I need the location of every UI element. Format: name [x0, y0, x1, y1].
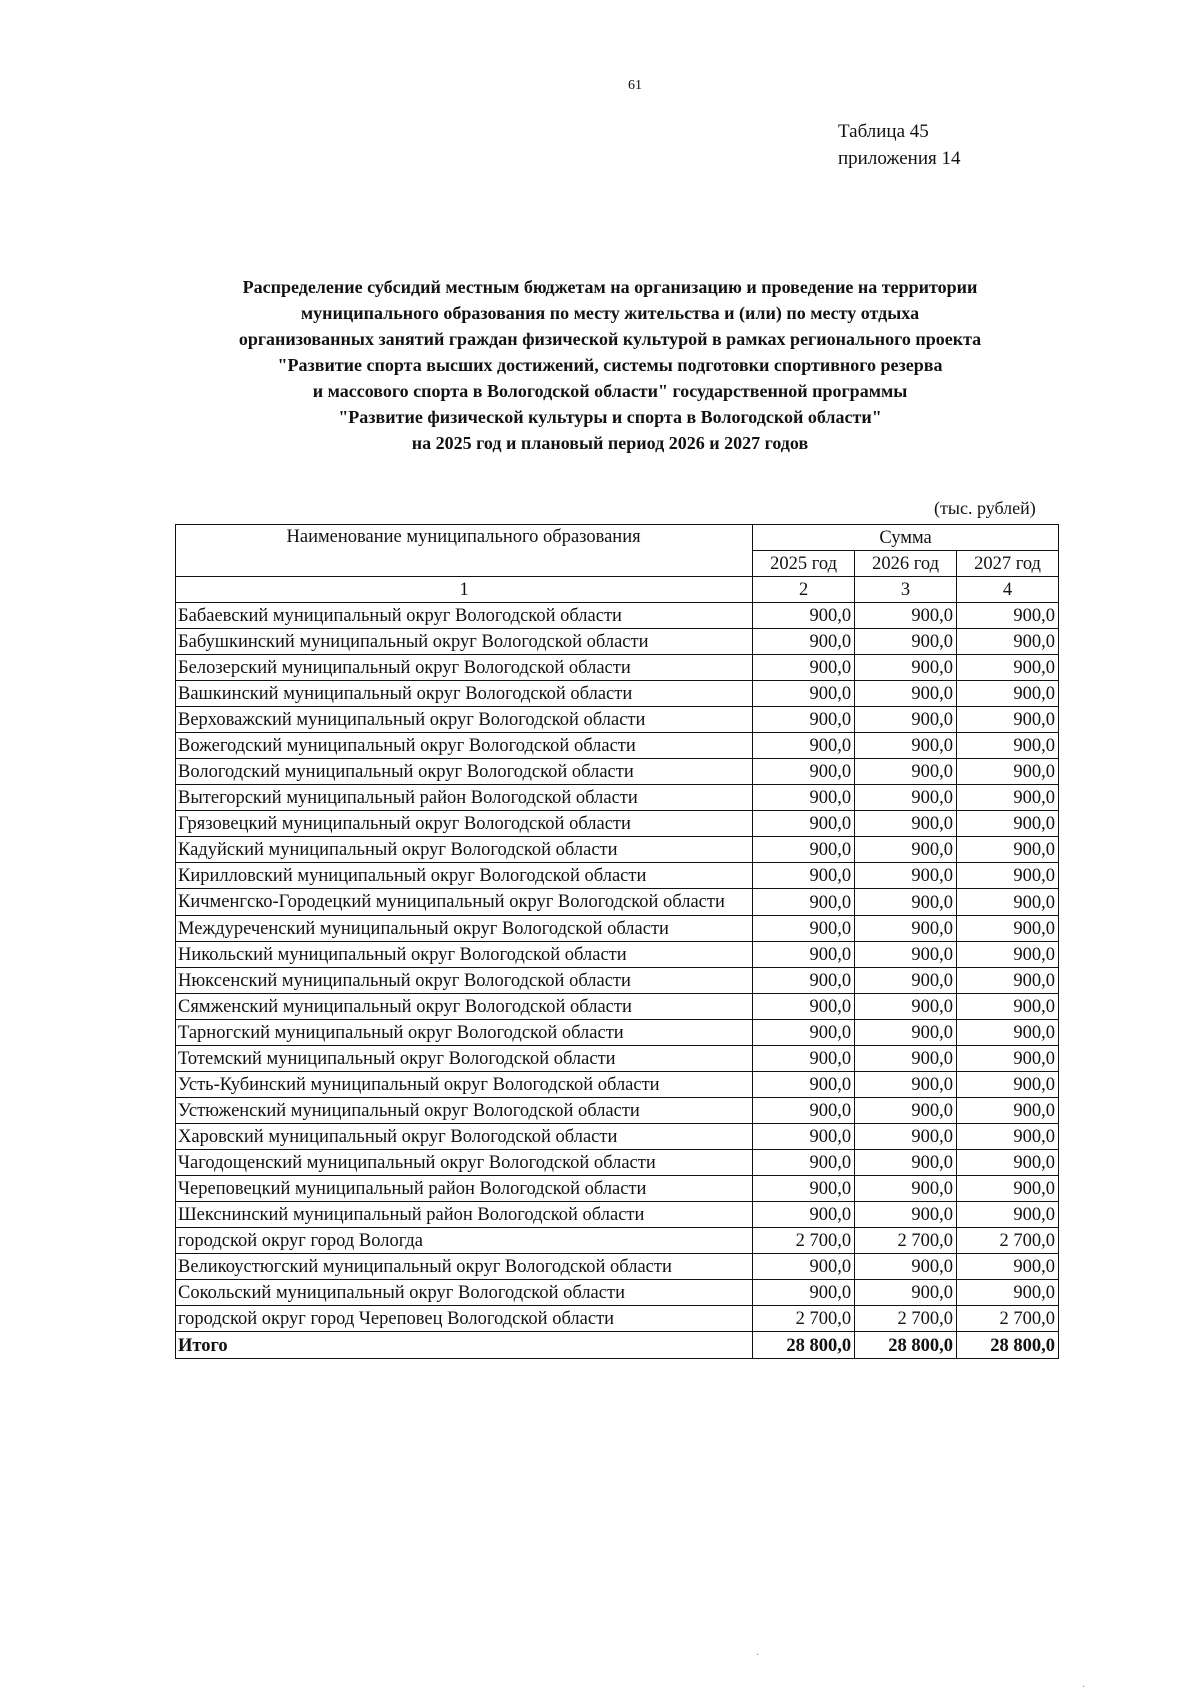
amount-2026: 900,0 — [855, 1072, 957, 1098]
table-row — [176, 1280, 1059, 1306]
municipality-name: Чагодощенский муниципальный округ Вологодской области — [176, 1150, 753, 1176]
table-number: Таблица 45 — [838, 121, 929, 142]
amount-2025: 900,0 — [753, 785, 855, 811]
table-row — [176, 889, 1059, 916]
amount-2027: 900,0 — [957, 1254, 1059, 1280]
title-line: на 2025 год и плановый период 2026 и 2027 годов — [411, 433, 809, 453]
amount-2025: 900,0 — [753, 1072, 855, 1098]
title-line: и массового спорта в Вологодской области" государственной программы — [312, 381, 908, 401]
amount-2025: 900,0 — [753, 1046, 855, 1072]
table-row — [176, 1254, 1059, 1280]
title-line: организованных занятий граждан физической культурой в рамках регионального проекта — [238, 329, 982, 349]
amount-2025: 900,0 — [753, 916, 855, 942]
amount-2026: 900,0 — [855, 889, 957, 916]
table-row — [176, 1072, 1059, 1098]
municipality-name: Белозерский муниципальный округ Вологодской области — [176, 655, 753, 681]
column-number: 3 — [855, 577, 957, 603]
table-row — [176, 733, 1059, 759]
table-row — [176, 811, 1059, 837]
table-row — [176, 1228, 1059, 1254]
municipality-name: Устюженский муниципальный округ Вологодской области — [176, 1098, 753, 1124]
amount-2025: 900,0 — [753, 1020, 855, 1046]
page-number: 61 — [628, 78, 642, 93]
table-row — [176, 942, 1059, 968]
municipality-name: Вологодский муниципальный округ Вологодской области — [176, 759, 753, 785]
header-name-cell: Наименование муниципального образования — [176, 525, 753, 577]
amount-2026: 900,0 — [855, 733, 957, 759]
amount-2026: 900,0 — [855, 603, 957, 629]
amount-2027: 28 800,0 — [957, 1332, 1059, 1359]
amount-2027: 900,0 — [957, 629, 1059, 655]
table-row — [176, 681, 1059, 707]
column-number: 2 — [753, 577, 855, 603]
table-row — [176, 837, 1059, 863]
amount-2026: 900,0 — [855, 1046, 957, 1072]
amount-2025: 2 700,0 — [753, 1306, 855, 1332]
amount-2025: 900,0 — [753, 1176, 855, 1202]
amount-2027: 900,0 — [957, 837, 1059, 863]
title-line: "Развитие спорта высших достижений, системы подготовки спортивного резерва — [277, 355, 943, 375]
table-row — [176, 629, 1059, 655]
amount-2026: 900,0 — [855, 681, 957, 707]
amount-2027: 900,0 — [957, 811, 1059, 837]
table-reference — [838, 118, 960, 172]
header-year-2025: 2025 год — [753, 551, 855, 577]
header-year-2027: 2027 год — [957, 551, 1059, 577]
municipality-name: Кирилловский муниципальный округ Вологодской области — [176, 863, 753, 889]
amount-2026: 900,0 — [855, 655, 957, 681]
title-line: "Развитие физической культуры и спорта в Вологодской области" — [338, 407, 882, 427]
amount-2026: 900,0 — [855, 968, 957, 994]
amount-2027: 900,0 — [957, 1150, 1059, 1176]
amount-2025: 900,0 — [753, 1280, 855, 1306]
municipality-name: Кичменгско-Городецкий муниципальный округ Вологодской области — [176, 889, 753, 916]
amount-2025: 900,0 — [753, 942, 855, 968]
table-body — [176, 525, 1059, 1359]
amount-2027: 900,0 — [957, 603, 1059, 629]
amount-2027: 900,0 — [957, 1072, 1059, 1098]
municipality-name: Никольский муниципальный округ Вологодской области — [176, 942, 753, 968]
scan-mark: · — [1082, 1682, 1086, 1693]
municipality-name: Вашкинский муниципальный округ Вологодской области — [176, 681, 753, 707]
amount-2026: 900,0 — [855, 707, 957, 733]
amount-2027: 900,0 — [957, 759, 1059, 785]
header-row — [176, 525, 1059, 551]
amount-2025: 900,0 — [753, 733, 855, 759]
table-row — [176, 1046, 1059, 1072]
municipality-name: Вожегодский муниципальный округ Вологодской области — [176, 733, 753, 759]
scan-mark: · — [756, 1650, 760, 1661]
total-row — [176, 1332, 1059, 1359]
municipality-name: Грязовецкий муниципальный округ Вологодской области — [176, 811, 753, 837]
municipality-name: городской округ город Вологда — [176, 1228, 753, 1254]
amount-2025: 900,0 — [753, 1124, 855, 1150]
table-row — [176, 994, 1059, 1020]
amount-2027: 900,0 — [957, 968, 1059, 994]
municipality-name: Харовский муниципальный округ Вологодской области — [176, 1124, 753, 1150]
amount-2025: 900,0 — [753, 811, 855, 837]
amount-2026: 900,0 — [855, 1020, 957, 1046]
amount-2026: 900,0 — [855, 916, 957, 942]
table-row — [176, 1176, 1059, 1202]
amount-2026: 2 700,0 — [855, 1306, 957, 1332]
municipality-name: городской округ город Череповец Вологодской области — [176, 1306, 753, 1332]
amount-2026: 900,0 — [855, 811, 957, 837]
municipality-name: Бабаевский муниципальный округ Вологодской области — [176, 603, 753, 629]
municipality-name: Сокольский муниципальный округ Вологодской области — [176, 1280, 753, 1306]
column-number: 1 — [176, 577, 753, 603]
amount-2027: 900,0 — [957, 863, 1059, 889]
amount-2026: 900,0 — [855, 863, 957, 889]
table-row — [176, 1202, 1059, 1228]
amount-2025: 2 700,0 — [753, 1228, 855, 1254]
table-row — [176, 863, 1059, 889]
amount-2025: 900,0 — [753, 759, 855, 785]
table-row — [176, 1306, 1059, 1332]
amount-2027: 900,0 — [957, 1280, 1059, 1306]
amount-2025: 900,0 — [753, 655, 855, 681]
amount-2027: 900,0 — [957, 916, 1059, 942]
amount-2027: 900,0 — [957, 994, 1059, 1020]
table-row — [176, 916, 1059, 942]
amount-2027: 900,0 — [957, 942, 1059, 968]
amount-2027: 900,0 — [957, 1020, 1059, 1046]
amount-2027: 900,0 — [957, 733, 1059, 759]
table-row — [176, 1150, 1059, 1176]
table-row — [176, 1020, 1059, 1046]
municipality-name: Шекснинский муниципальный район Вологодской области — [176, 1202, 753, 1228]
amount-2027: 900,0 — [957, 785, 1059, 811]
municipality-name: Великоустюгский муниципальный округ Вологодской области — [176, 1254, 753, 1280]
amount-2026: 900,0 — [855, 837, 957, 863]
amount-2027: 900,0 — [957, 1176, 1059, 1202]
table-row — [176, 968, 1059, 994]
amount-2027: 900,0 — [957, 655, 1059, 681]
municipality-name: Тарногский муниципальный округ Вологодской области — [176, 1020, 753, 1046]
appendix-number: приложения 14 — [838, 148, 961, 169]
amount-2025: 900,0 — [753, 994, 855, 1020]
amount-2026: 900,0 — [855, 1098, 957, 1124]
amount-2027: 900,0 — [957, 707, 1059, 733]
amount-2026: 900,0 — [855, 1202, 957, 1228]
table-row — [176, 759, 1059, 785]
municipality-name: Междуреченский муниципальный округ Вологодской области — [176, 916, 753, 942]
subsidy-table — [175, 524, 1059, 1359]
amount-2025: 900,0 — [753, 1098, 855, 1124]
amount-2025: 900,0 — [753, 1150, 855, 1176]
column-number: 4 — [957, 577, 1059, 603]
amount-2025: 900,0 — [753, 707, 855, 733]
table-row — [176, 1124, 1059, 1150]
municipality-name: Череповецкий муниципальный район Вологодской области — [176, 1176, 753, 1202]
municipality-name: Кадуйский муниципальный округ Вологодской области — [176, 837, 753, 863]
amount-2027: 900,0 — [957, 1098, 1059, 1124]
municipality-name: Бабушкинский муниципальный округ Вологодской области — [176, 629, 753, 655]
amount-2027: 2 700,0 — [957, 1306, 1059, 1332]
table-row — [176, 603, 1059, 629]
units-label: (тыс. рублей) — [934, 498, 1036, 518]
amount-2026: 900,0 — [855, 629, 957, 655]
amount-2026: 900,0 — [855, 1176, 957, 1202]
amount-2025: 900,0 — [753, 681, 855, 707]
amount-2027: 2 700,0 — [957, 1228, 1059, 1254]
amount-2026: 900,0 — [855, 1150, 957, 1176]
municipality-name: Усть-Кубинский муниципальный округ Вологодской области — [176, 1072, 753, 1098]
amount-2025: 900,0 — [753, 889, 855, 916]
amount-2026: 900,0 — [855, 1280, 957, 1306]
amount-2025: 900,0 — [753, 863, 855, 889]
amount-2027: 900,0 — [957, 681, 1059, 707]
document-title — [160, 274, 1060, 456]
municipality-name: Сямженский муниципальный округ Вологодской области — [176, 994, 753, 1020]
amount-2026: 900,0 — [855, 942, 957, 968]
amount-2025: 900,0 — [753, 603, 855, 629]
amount-2026: 900,0 — [855, 759, 957, 785]
table-row — [176, 1098, 1059, 1124]
title-line: Распределение субсидий местным бюджетам на организацию и проведение на территории — [242, 277, 978, 297]
amount-2025: 900,0 — [753, 837, 855, 863]
amount-2026: 28 800,0 — [855, 1332, 957, 1359]
municipality-name: Нюксенский муниципальный округ Вологодской области — [176, 968, 753, 994]
amount-2025: 900,0 — [753, 1202, 855, 1228]
amount-2027: 900,0 — [957, 889, 1059, 916]
amount-2026: 2 700,0 — [855, 1228, 957, 1254]
table-row — [176, 785, 1059, 811]
amount-2026: 900,0 — [855, 994, 957, 1020]
municipality-name: Тотемский муниципальный округ Вологодской области — [176, 1046, 753, 1072]
amount-2027: 900,0 — [957, 1202, 1059, 1228]
municipality-name: Верховажский муниципальный округ Вологодской области — [176, 707, 753, 733]
amount-2026: 900,0 — [855, 785, 957, 811]
table-row — [176, 707, 1059, 733]
amount-2026: 900,0 — [855, 1254, 957, 1280]
amount-2025: 900,0 — [753, 968, 855, 994]
municipality-name: Вытегорский муниципальный район Вологодской области — [176, 785, 753, 811]
title-line: муниципального образования по месту жительства и (или) по месту отдыха — [300, 303, 920, 323]
amount-2027: 900,0 — [957, 1046, 1059, 1072]
amount-2027: 900,0 — [957, 1124, 1059, 1150]
column-number-row — [176, 577, 1059, 603]
amount-2025: 900,0 — [753, 1254, 855, 1280]
header-sum-cell: Сумма — [753, 525, 1059, 551]
amount-2025: 900,0 — [753, 629, 855, 655]
table-row — [176, 655, 1059, 681]
amount-2025: 28 800,0 — [753, 1332, 855, 1359]
amount-2026: 900,0 — [855, 1124, 957, 1150]
header-year-2026: 2026 год — [855, 551, 957, 577]
municipality-name: Итого — [176, 1332, 753, 1359]
